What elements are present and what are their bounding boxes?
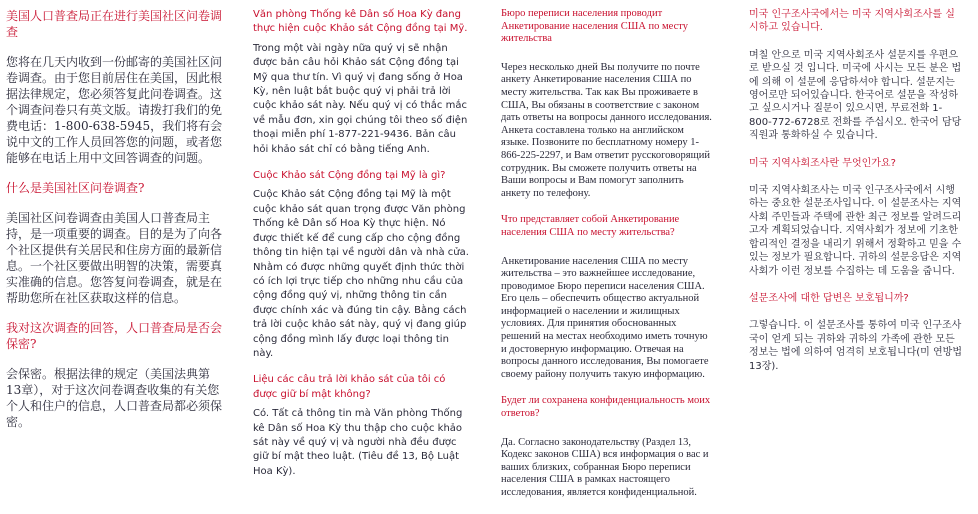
paragraph-intro: Trong một vài ngày nữa quý vị sẽ nhận được bản câu hỏi Khảo sát Cộng đồng tại Mỹ qua thư tín. Vì quý vị đang sống ở Hoa Kỳ, nên luật bắt buộc quý vị phải trả lời cuộc khảo sát này. Nếu quý vị có thắc mắc về mẫu đơn, xin gọi chúng tôi theo số điện thoại miễn phí 1-877-221-9436. Bản câu hỏi khảo sát chỉ có bằng tiếng Anh.: [253, 42, 468, 155]
column-vietnamese: [253, 8, 469, 491]
paragraph-what-is: 미국 지역사회조사는 미국 인구조사국에서 시행하는 중요한 설문조사입니다. 이 설문조사는 지역사회 주민들과 주택에 관한 최근 정보를 알려드리고자 계획되었습니다. 지역사회가 정보에 기초한 합리적인 결정을 내리기 위해서 정확하고 믿을 수 있는 정보가 필요합니다. 귀하의 설문응답은 지역사회가 이런 정보를 수집하는 데 도움을 줍니다.: [749, 185, 962, 277]
paragraph-what-is: Cuộc Khảo sát Cộng đồng tại Mỹ là một cuộc khảo sát quan trọng được Văn phòng Thống kê Dân số Hoa Kỳ thực hiện. Nó được thiết kế để cung cấp cho cộng đồng thông tin hiện tại về người dân và nhà cửa. Nhằm có được những quyết định thức thời có ích lợi trực tiếp cho những nhu cầu của cộng đồng quý vị, những thông tin cần được chính xác và đúng tin cậy. Bằng cách trả lời cuộc khảo sát này, quý vị đang giúp cộng đồng mình lấy được loại thông tin này.: [253, 189, 469, 359]
heading-what-is-survey: 什么是美国社区问卷调查?: [6, 181, 145, 195]
paragraph-what-is: 美国社区问卷调查由美国人口普查局主持，是一项重要的调查。目的是为了向各个社区提供有关居民和住房方面的最新信息。一个社区要做出明智的决策，需要真实准确的信息。您答复问卷调查，就是在帮助您所在社区获取这样的信息。: [6, 211, 223, 305]
heading-survey-in-progress: Văn phòng Thống kê Dân số Hoa Kỳ đang thực hiện cuộc Khảo sát Cộng đồng tại Mỹ.: [253, 9, 468, 35]
column-korean: [749, 8, 963, 387]
heading-confidentiality: 설문조사에 대한 답변은 보호됩니까?: [749, 292, 909, 304]
heading-what-is-survey: 미국 지역사회조사란 무엇인가요?: [749, 157, 896, 169]
paragraph-intro: 며칠 안으로 미국 지역사회조사 설문지를 우편으로 받으실 것 입니다. 미국에 사시는 모든 분은 법에 의해 이 설문에 응답하셔야 합니다. 설문지는 영어로만 되어있습니다. 한국어로 설문을 작성하고 싶으시거나 질문이 있으시면, 무료전화 1-800-772-6728로 전화를 주십시오. 한국어 담당직원과 통화하실 수 있습니다.: [749, 49, 962, 142]
heading-survey-in-progress: 美国人口普查局正在进行美国社区问卷调查: [6, 9, 223, 39]
heading-confidentiality: Будет ли сохранена конфиденциальность моих ответов?: [501, 395, 711, 420]
paragraph-confidentiality: Có. Tất cả thông tin mà Văn phòng Thống kê Dân số Hoa Kỳ thu thập cho cuộc khảo sát này về quý vị và người nhà đều được giữ bí mật theo luật. (Tiêu đề 13, Bộ Luật Hoa Kỳ).: [253, 408, 463, 477]
heading-confidentiality: Liệu các câu trả lời khảo sát của tôi có được giữ bí mật không?: [253, 374, 446, 400]
heading-survey-in-progress: 미국 인구조사국에서는 미국 지역사회조사를 실시하고 있습니다.: [749, 9, 955, 34]
column-chinese: [6, 8, 224, 444]
paragraph-confidentiality: 会保密。根据法律的规定（美国法典第13章），对于这次问卷调查收集的有关您个人和住户的信息，人口普查局都必须保密。: [6, 367, 223, 429]
heading-what-is-survey: Cuộc Khảo sát Cộng đồng tại Mỹ là gì?: [253, 170, 446, 182]
column-russian: [501, 8, 713, 514]
paragraph-what-is: Анкетирование населения США по месту жительства – это важнейшее исследование, проводимое Бюро переписи населения США. Его цель – обеспечить общество актуальной информацией о населении и жилищных условиях. Для принятия обоснованных решений на местах необходимо иметь точную и достоверную информацию. Отвечая на вопросы данного исследования, Вы помогаете своему району получить такую информацию.: [501, 255, 709, 380]
heading-what-is-survey: Что представляет собой Анкетирование населения США по месту жительства?: [501, 214, 680, 238]
heading-confidentiality: 我对这次调查的回答，人口普查局是否会保密?: [6, 321, 223, 351]
heading-survey-in-progress: Бюро переписи населения проводит Анкетирование населения США по месту жительства: [501, 8, 688, 45]
paragraph-confidentiality: 그렇습니다. 이 설문조사를 통하여 미국 인구조사국이 얻게 되는 귀하와 귀하의 가족에 관한 모든 정보는 법에 의하여 엄격히 보호됩니다(미 연방법 13장).: [749, 320, 962, 372]
paragraph-intro: 您将在几天内收到一份邮寄的美国社区问卷调查。由于您目前居住在美国，因此根据法律规定，您必须答复此问卷调查。这个调查问卷只有英文版。请拨打我们的免费电话：1-800-638-5945，我们将有会说中文的工作人员回答您的问题，或者您能够在电话上用中文回答调查的问题。: [6, 55, 223, 165]
paragraph-confidentiality: Да. Согласно законодательству (Раздел 13, Кодекс законов США) вся информация о вас и ваших близких, собранная Бюро переписи населения США в рамках настоящего исследования, является конфиденциальной.: [501, 436, 709, 498]
paragraph-intro: Через несколько дней Вы получите по почте анкету Анкетирование населения США по месту жительства. Так как Вы проживаете в США, Вы обязаны в соответствие с законом дать ответы на вопросы данного исследования. Анкета составлена только на английском языке. Позвоните по бесплатному номеру 1-866-225-2297, и Вам ответит русскоговорящий сотрудник. Вы сможете получить ответы на Ваши вопросы и Вам помогут заполнить анкету по телефону.: [501, 61, 712, 199]
